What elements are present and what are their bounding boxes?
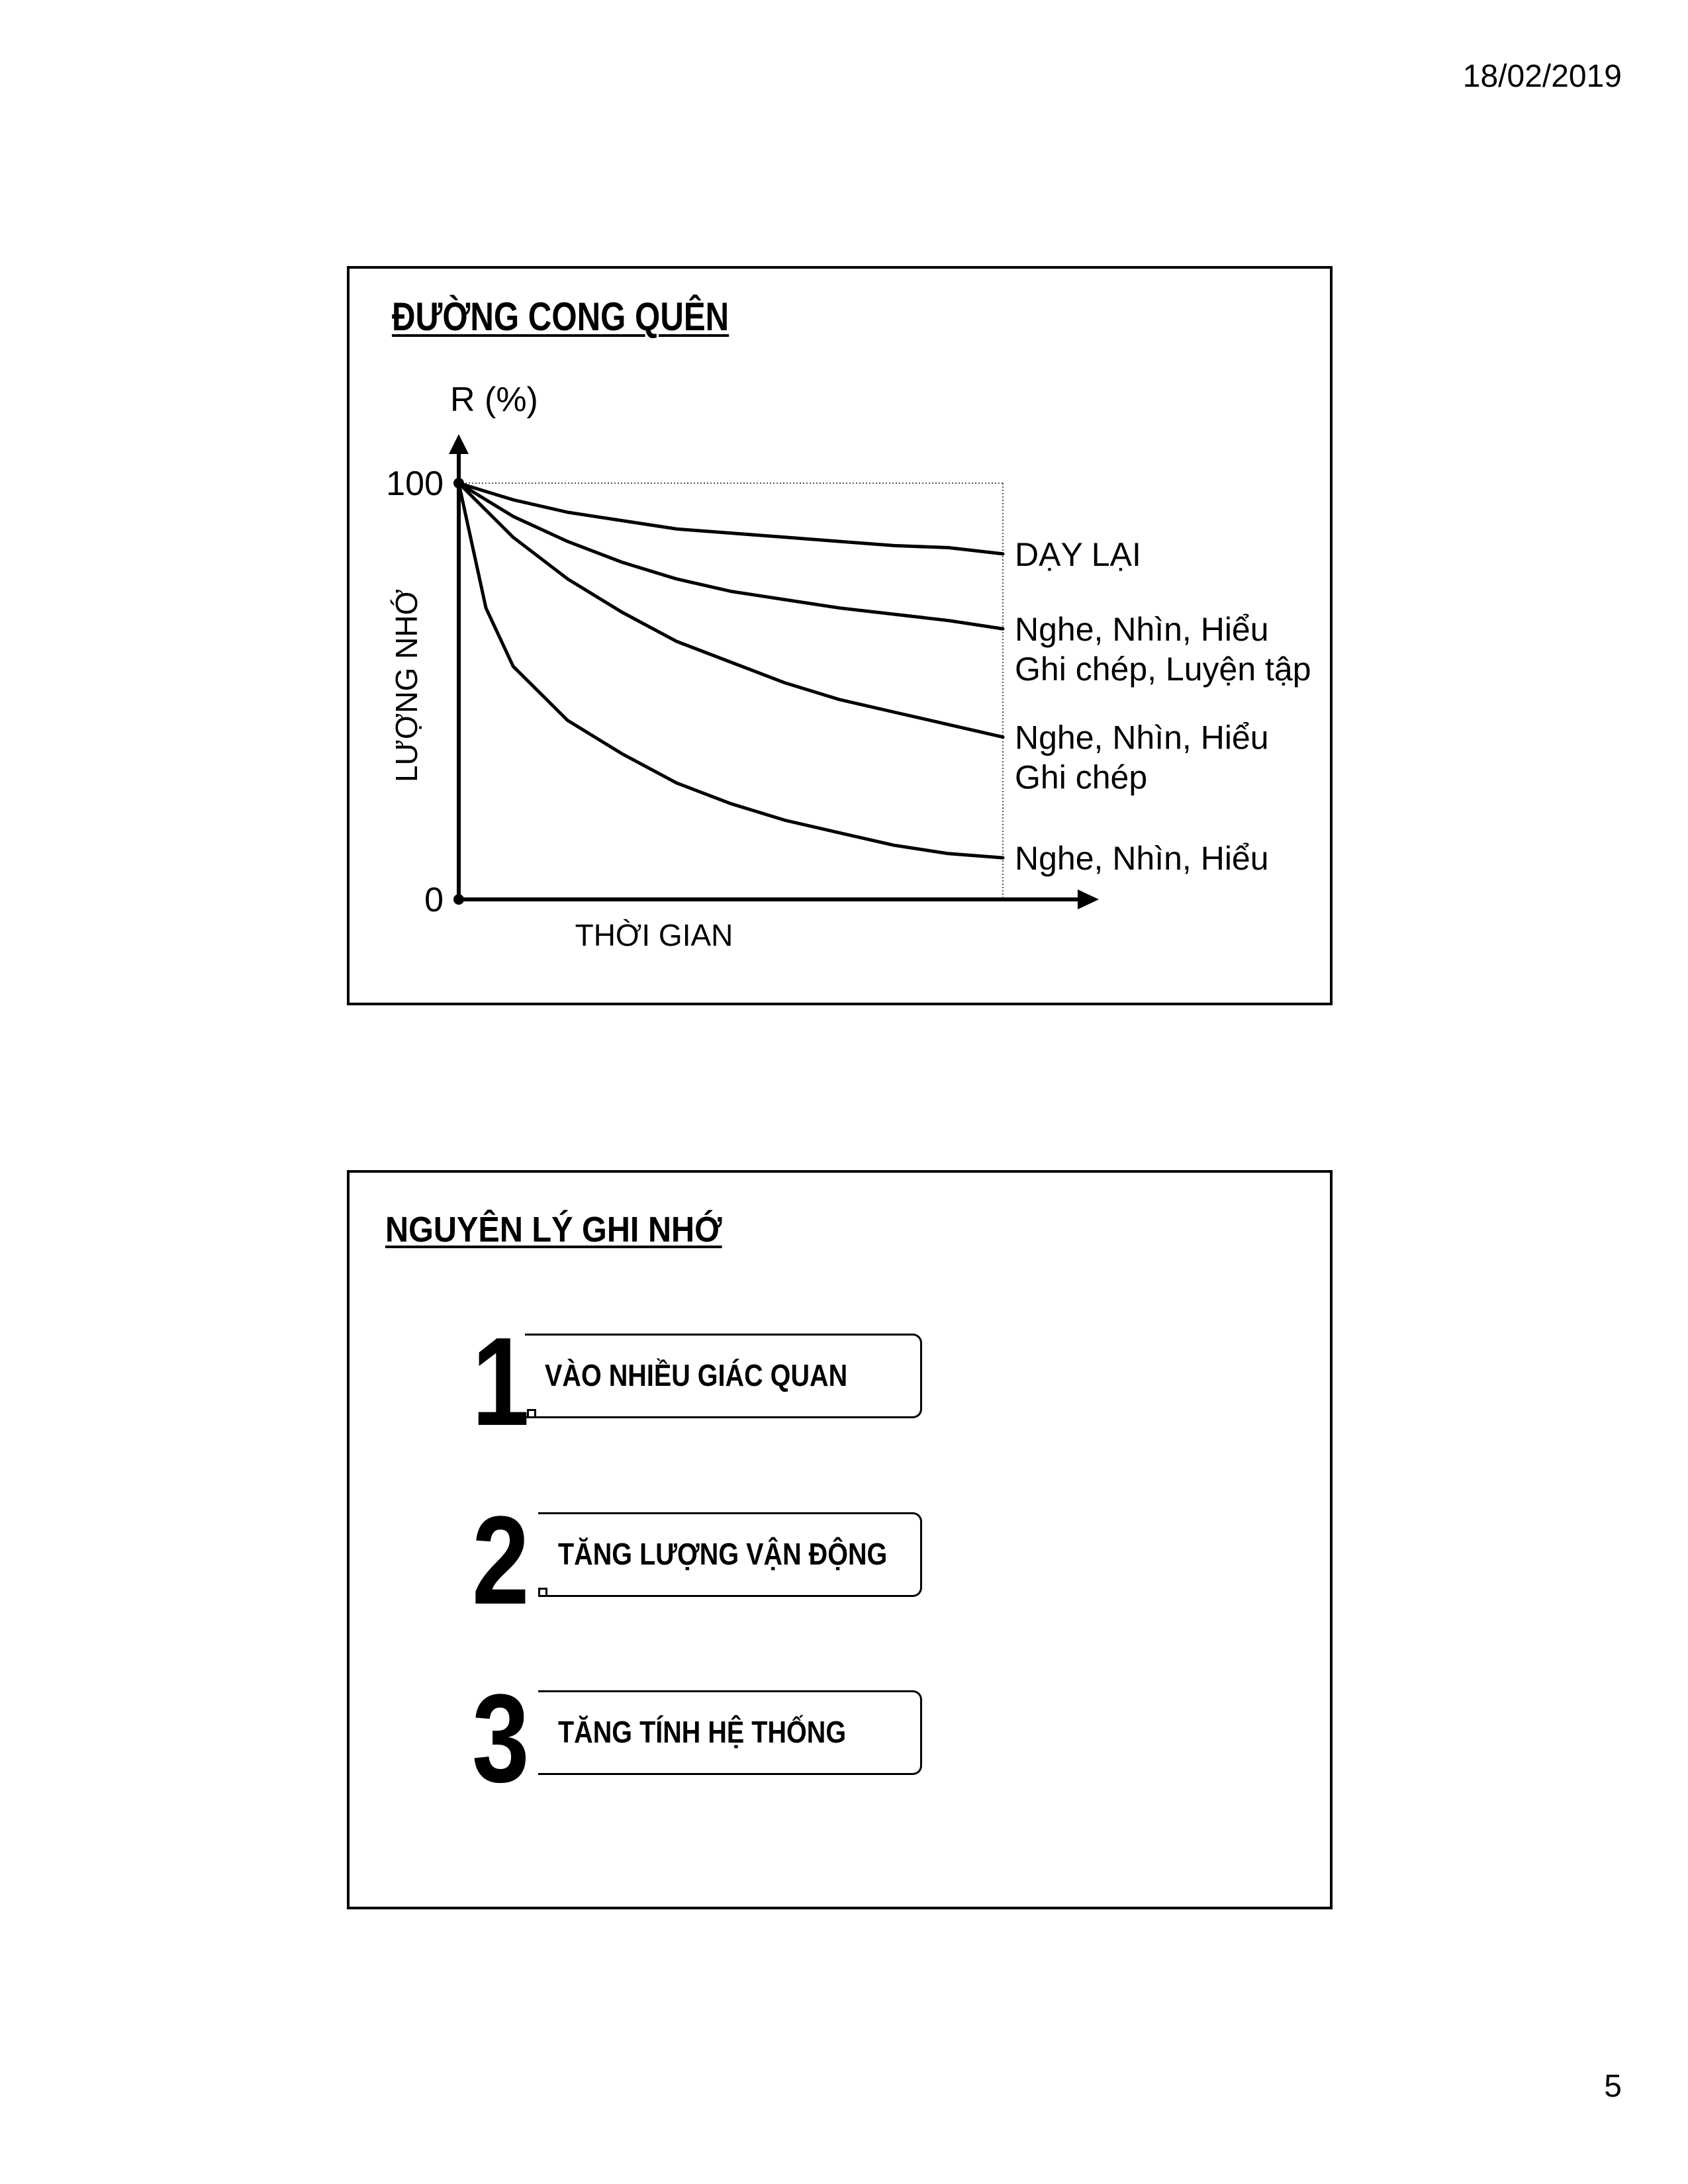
- principle-item: [472, 1490, 929, 1631]
- y-tick-label: 0: [424, 881, 444, 919]
- origin-dot: [453, 894, 464, 905]
- series-line-3: [459, 483, 1003, 737]
- box-corner-mark: [538, 1588, 547, 1597]
- x-axis-arrow: [1078, 889, 1099, 909]
- forgetting-curve-chart: [350, 269, 1330, 1003]
- slide-forgetting-curve: [347, 266, 1333, 1005]
- y-axis-label: LƯỢNG NHỚ: [389, 589, 424, 782]
- series-label-3: Nghe, Nhìn, Hiểu: [1015, 719, 1269, 756]
- page-number: 5: [1604, 2069, 1622, 2104]
- principle-label: VÀO NHIỀU GIÁC QUAN: [545, 1358, 848, 1392]
- principle-number: 3: [472, 1668, 526, 1809]
- principle-label: TĂNG LƯỢNG VẬN ĐỘNG: [558, 1537, 888, 1571]
- box-corner-mark: [527, 1409, 536, 1418]
- y-tick-label: 100: [386, 465, 444, 503]
- y-axis-arrow: [449, 434, 469, 454]
- series-label-4: Nghe, Nhìn, Hiểu: [1015, 840, 1269, 878]
- slide-memory-principles: [347, 1170, 1333, 1909]
- slide-title: NGUYÊN LÝ GHI NHỚ: [385, 1210, 722, 1250]
- principle-item: [472, 1668, 929, 1809]
- series-label-3: Ghi chép: [1015, 758, 1148, 796]
- series-label-1: DẠY LẠI: [1015, 535, 1141, 573]
- series-label-2: Nghe, Nhìn, Hiểu: [1015, 611, 1269, 649]
- y-axis-unit: R (%): [450, 381, 538, 419]
- series-line-1: [459, 483, 1003, 554]
- principle-label: TĂNG TÍNH HỆ THỐNG: [558, 1715, 847, 1749]
- principle-number: 2: [472, 1490, 526, 1631]
- x-axis-label: THỜI GIAN: [575, 918, 733, 952]
- series-label-2: Ghi chép, Luyện tập: [1015, 651, 1311, 688]
- series-line-4: [459, 483, 1003, 858]
- header-date: 18/02/2019: [1462, 59, 1622, 94]
- principle-number: 1: [472, 1312, 526, 1452]
- slide-title: ĐƯỜNG CONG QUÊN: [392, 295, 729, 339]
- principle-item: [472, 1312, 929, 1452]
